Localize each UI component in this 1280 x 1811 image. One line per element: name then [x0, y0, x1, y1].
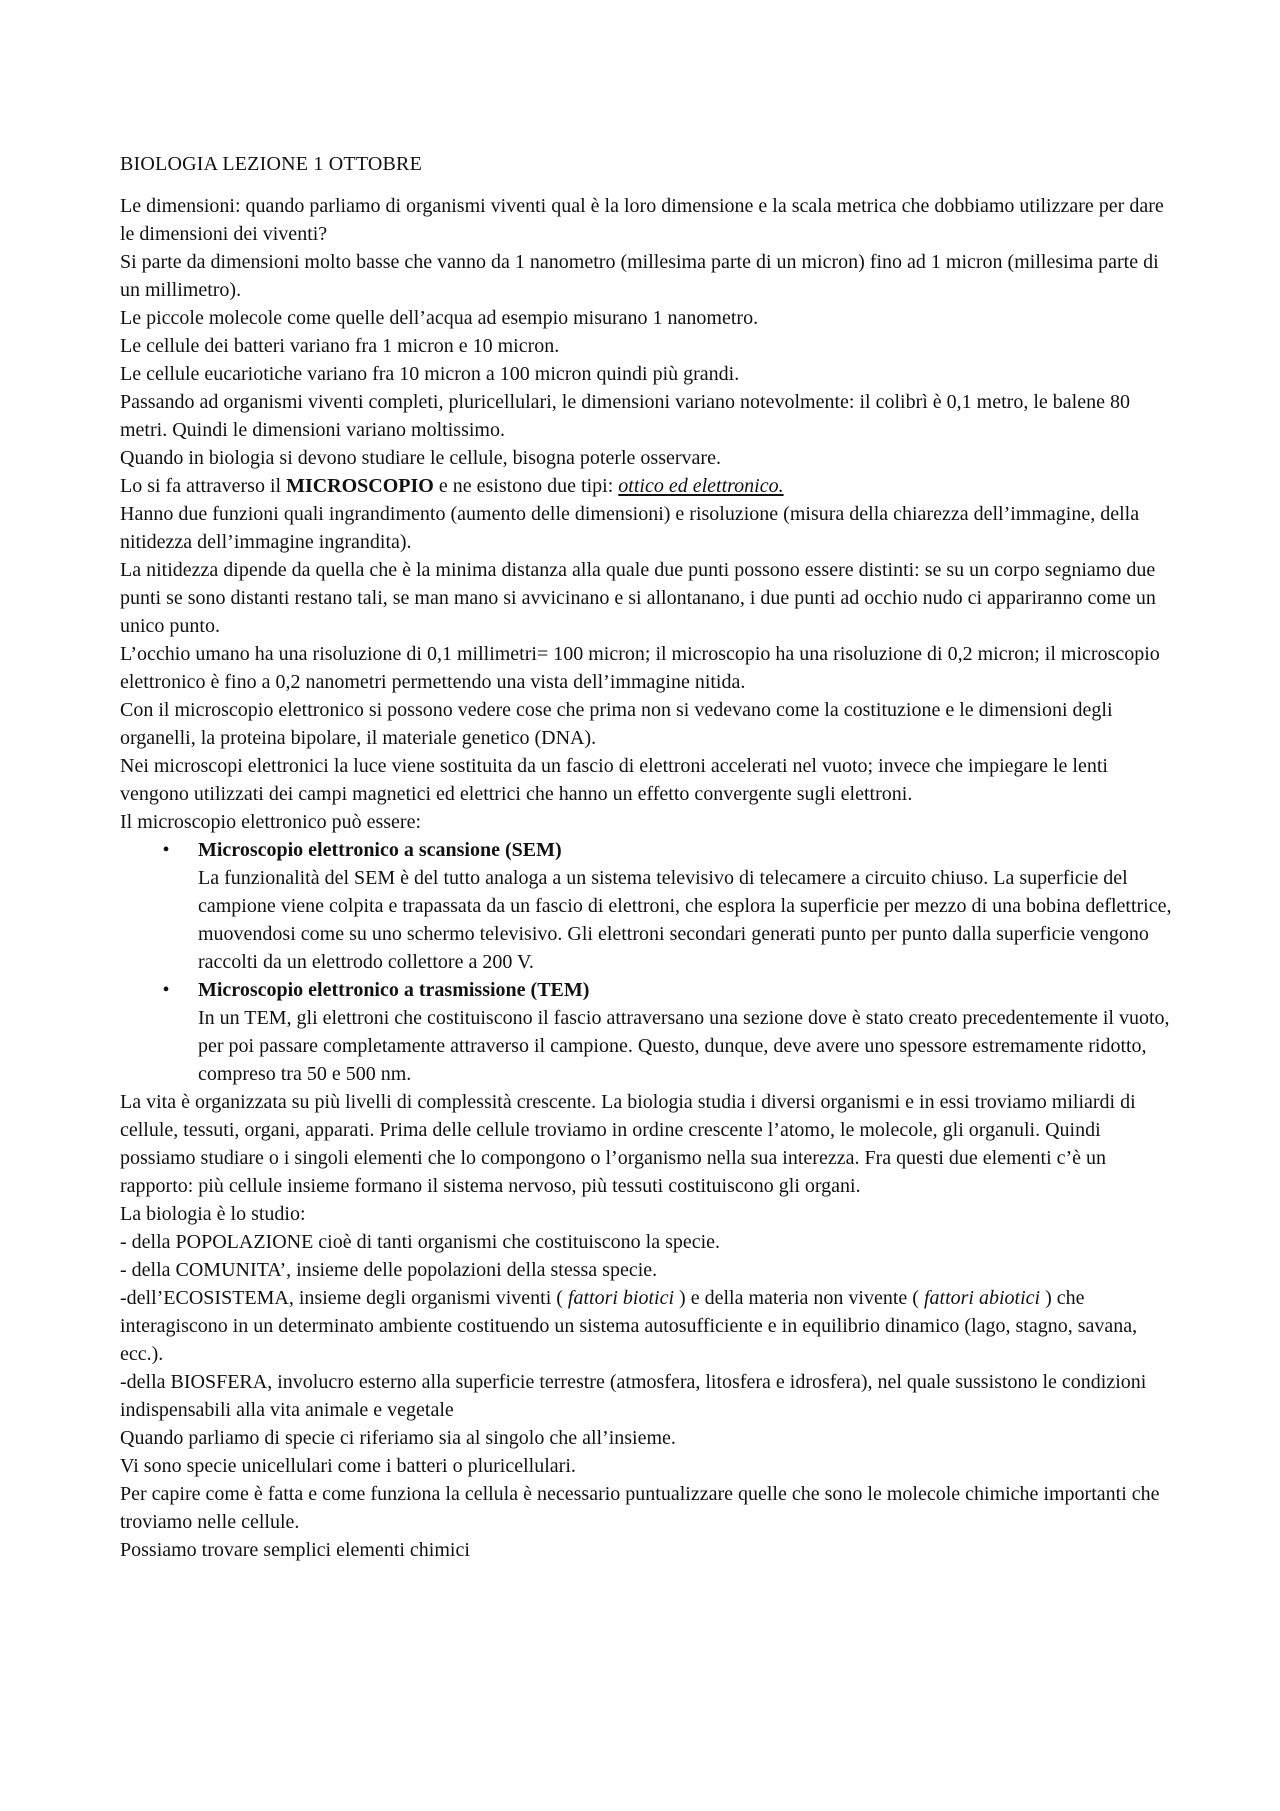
paragraph-organism-size: Passando ad organismi viventi completi, pluricellulari, le dimensioni variano notevolmente: il colibrì è 0,1 metro, le balene 80 metri. Quindi le dimensioni variano moltissimo. — [120, 391, 1130, 441]
ecosystem-abiotic: fattori abiotici — [923, 1287, 1041, 1309]
paragraph-unicellular: Vi sono specie unicellulari come i batteri o pluricellulari. — [120, 1455, 576, 1477]
paragraph-microscope — [120, 472, 1180, 500]
microscope-text-middle: e ne esistono due tipi: — [433, 475, 619, 497]
document-title: BIOLOGIA LEZIONE 1 OTTOBRE — [120, 153, 423, 175]
ecosystem-text-1: -dell’ECOSISTEMA, insieme degli organismi viventi ( — [120, 1287, 568, 1309]
bullet-icon: • — [162, 839, 170, 861]
paragraph-bacteria-size: Le cellule dei batteri variano fra 1 micron e 10 micron. — [120, 335, 560, 357]
paragraph-cell-molecules: Per capire come è fatta e come funziona la cellula è necessario puntualizzare quelle che sono le molecole chimiche importanti che troviamo nelle cellule. — [120, 1483, 1160, 1533]
list-item-body: La funzionalità del SEM è del tutto analoga a un sistema televisivo di telecamere a circuito chiuso. La superficie del campione viene colpita e trapassata da un fascio di elettroni, che esplora la superficie per mezzo di una bobina deflettrice, muovendosi come su uno schermo televisivo. Gli elettroni secondari generati punto per punto dalla superficie vengono raccolti da un elettrodo collettore a 200 V. — [198, 867, 1172, 973]
list-item-body: In un TEM, gli elettroni che costituiscono il fascio attraversano una sezione dove è stato creato precedentemente il vuoto, per poi passare completamente attraverso il campione. Questo, dunque, deve avere uno spessore estremamente ridotto, compreso tra 50 e 500 nm. — [198, 1007, 1170, 1085]
paragraph-nanometer-range: Si parte da dimensioni molto basse che vanno da 1 nanometro (millesima parte di un micron) fino ad 1 micron (millesima parte di un millimetro). — [120, 251, 1159, 301]
paragraph-functions: Hanno due funzioni quali ingrandimento (aumento delle dimensioni) e risoluzione (misura della chiarezza dell’immagine, della nitidezza dell’immagine ingrandita). — [120, 503, 1140, 553]
list-item-title: Microscopio elettronico a scansione (SEM) — [198, 839, 562, 861]
paragraph-resolution: L’occhio umano ha una risoluzione di 0,1 millimetri= 100 micron; il microscopio ha una risoluzione di 0,2 micron; il microscopio elettronico è fino a 0,2 nanometri permettendo una vista dell’immagine nitida. — [120, 643, 1160, 693]
paragraph-electron-beam: Nei microscopi elettronici la luce viene sostituita da un fascio di elettroni accelerati nel vuoto; invece che impiegare le lenti vengono utilizzati dei campi magnetici ed elettrici che hanno un effetto convergente sugli elettroni. — [120, 755, 1108, 805]
microscope-keyword: MICROSCOPIO — [286, 475, 434, 497]
microscope-types-list — [120, 836, 1180, 1088]
microscope-text-before: Lo si fa attraverso il — [120, 475, 287, 497]
ecosystem-text-3: ) che interagiscono in un determinato ambiente costituendo un sistema autosufficiente e in equilibrio dinamico (lago, stagno, savana, ecc.). — [120, 1287, 1138, 1365]
paragraph-types-intro: Il microscopio elettronico può essere: — [120, 811, 422, 833]
paragraph-eukaryotic-size: Le cellule eucariotiche variano fra 10 micron a 100 micron quindi più grandi. — [120, 363, 740, 385]
list-item-sem — [162, 836, 1180, 976]
paragraph-community: - della COMUNITA’, insieme delle popolazioni della stessa specie. — [120, 1259, 658, 1281]
paragraph-water-molecules: Le piccole molecole come quelle dell’acqua ad esempio misurano 1 nanometro. — [120, 307, 759, 329]
paragraph-observe-cells: Quando in biologia si devono studiare le cellule, bisogna poterle osservare. — [120, 447, 721, 469]
document-page — [120, 150, 1180, 1564]
paragraph-population: - della POPOLAZIONE cioè di tanti organismi che costituiscono la specie. — [120, 1231, 721, 1253]
ecosystem-text-2: ) e della materia non vivente ( — [674, 1287, 924, 1309]
paragraph-biosphere: -della BIOSFERA, involucro esterno alla superficie terrestre (atmosfera, litosfera e idrosfera), nel quale sussistono le condizioni indispensabili alla vita animale e vegetale — [120, 1371, 1147, 1421]
paragraph-chemical-elements: Possiamo trovare semplici elementi chimici — [120, 1539, 470, 1561]
paragraph-electron-microscope-view: Con il microscopio elettronico si possono vedere cose che prima non si vedevano come la costituzione e le dimensioni degli organelli, la proteina bipolare, il materiale genetico (DNA). — [120, 699, 1113, 749]
ecosystem-biotic: fattori biotici — [567, 1287, 675, 1309]
paragraph-dimensions: Le dimensioni: quando parliamo di organismi viventi qual è la loro dimensione e la scala metrica che dobbiamo utilizzare per dare le dimensioni dei viventi? — [120, 195, 1164, 245]
bullet-icon: • — [162, 979, 170, 1001]
paragraph-sharpness: La nitidezza dipende da quella che è la minima distanza alla quale due punti possono essere distinti: se su un corpo segniamo due punti se sono distanti restano tali, se man mano si avvicinano e si allontanano, i due punti ad occhio nudo ci appariranno come un unico punto. — [120, 559, 1156, 637]
paragraph-ecosystem — [120, 1284, 1180, 1368]
paragraph-biology-study: La biologia è lo studio: — [120, 1203, 306, 1225]
paragraph-life-levels: La vita è organizzata su più livelli di complessità crescente. La biologia studia i diversi organismi e in essi troviamo miliardi di cellule, tessuti, organi, apparati. Prima delle cellule troviamo in ordine crescente l’atomo, le molecole, gli organuli. Quindi possiamo studiare o i singoli elementi che lo compongono o l’organismo nella sua interezza. Fra questi due elementi c’è un rapporto: più cellule insieme formano il sistema nervoso, più tessuti costituiscono gli organi. — [120, 1091, 1136, 1197]
list-item-title: Microscopio elettronico a trasmissione (TEM) — [198, 979, 590, 1001]
list-item-tem — [162, 976, 1180, 1088]
microscope-types-underlined: ottico ed elettronico. — [618, 475, 784, 497]
paragraph-species: Quando parliamo di specie ci riferiamo sia al singolo che all’insieme. — [120, 1427, 676, 1449]
